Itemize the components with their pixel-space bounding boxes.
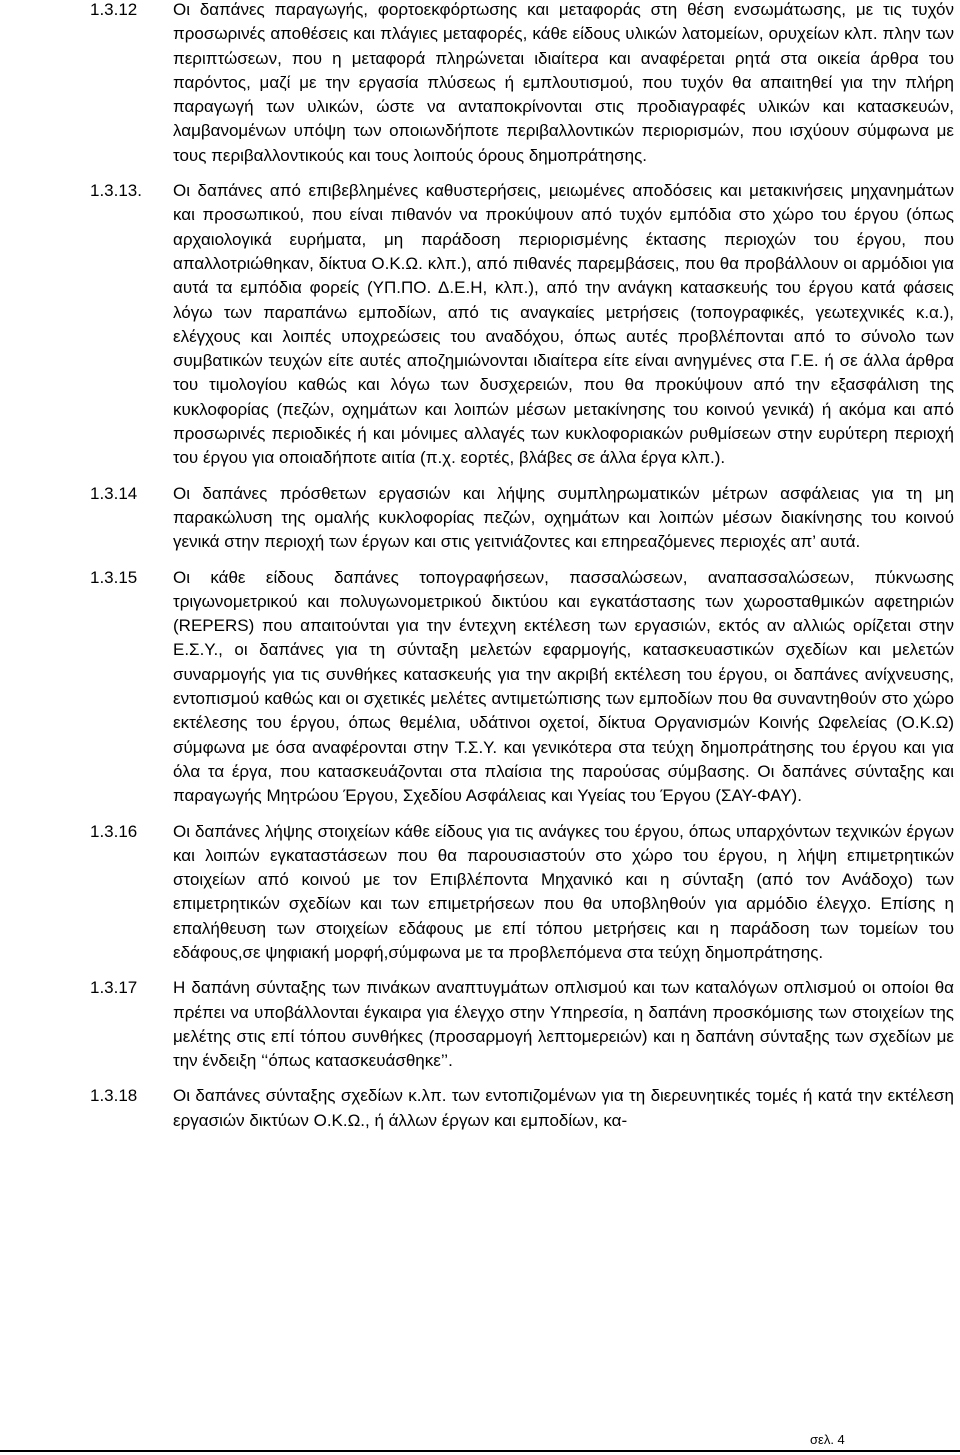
section-1-3-16 <box>0 820 960 966</box>
section-number: 1.3.16 <box>90 821 138 841</box>
section-number: 1.3.12 <box>90 0 138 19</box>
section-1-3-18 <box>0 1084 960 1133</box>
section-1-3-17 <box>0 976 960 1073</box>
page-number: σελ. 4 <box>810 1432 845 1447</box>
section-text: Η δαπάνη σύνταξης των πινάκων αναπτυγμάτων οπλισμού και των καταλόγων οπλισμού οι οποίοι θα πρέπει να υποβάλλονται έγκαιρα για έλεγχο στην Υπηρεσία, η δαπάνη προσκόμισης των στοιχείων της μελέτης στις επί τόπου συνθήκες (προσαρμογή λεπτομερειών) και η δαπάνη σύνταξης των σχεδίων με την ένδειξη ‘‘όπως κατασκευάσθηκε’’. <box>173 978 954 1071</box>
section-number: 1.3.18 <box>90 1086 138 1106</box>
section-text: Οι δαπάνες πρόσθετων εργασιών και λήψης συμπληρωματικών μέτρων ασφάλειας για τη μη παρακώλυση της ομαλής κυκλοφορίας πεζών, οχημάτων και λοιπών μέσων διακίνησης του κοινού γενικά στην περιοχή των έργων και στις γειτνιάζοντες και επηρεαζόμενες περιοχές απ’ αυτά. <box>173 483 954 552</box>
section-1-3-15 <box>0 566 960 809</box>
section-number: 1.3.13. <box>90 181 142 201</box>
section-1-3-14 <box>0 482 960 555</box>
section-text: Οι δαπάνες από επιβεβλημένες καθυστερήσεις, μειωμένες αποδόσεις και μετακινήσεις μηχανημάτων και προσωπικού, που είναι πιθανόν να προκύψουν από τυχόν εμπόδια στο χώρο του έργου (όπως αρχαιολογικά ευρήματα, μη παράδοση περιορισμένης έκτασης περιοχών του έργου, που απαλλοτριώθηκαν, δίκτυα Ο.Κ.Ω. κλπ.), από πιθανές παρεμβάσεις, που θα προβάλλουν οι αρμόδιοι για αυτά τα εμπόδια φορείς (ΥΠ.ΠΟ. Δ.Ε.Η, κλπ.), από την ανάγκη κατασκευής του έργου κατά φάσεις λόγω των παραπάνω εμποδίων, από τις αναγκαίες μετρήσεις (τοπογραφικές, γεωτεχνικές κ.α.), ελέγχους και λοιπές υποχρεώσεις του αναδόχου, όπως αυτές προβλέπονται από το σύνολο των συμβατικών τευχών είτε αυτές αποζημιώνονται ιδιαίτερα είτε είναι ανηγμένες στα Γ.Ε. ή σε άλλα άρθρα του τιμολογίου καθώς και λόγω των δυσχερειών, που θα προκύψουν από την εξασφάλιση της κυκλοφορίας (πεζών, οχημάτων και λοιπών μέσων μετακίνησης του κοινού γενικά) ή ακόμα και από προσωρινές περιοδικές ή και μόνιμες αλλαγές των κυκλοφοριακών ρυθμίσεων στην ευρύτερη περιοχή του έργου για οποιαδήποτε αιτία (π.χ. εορτές, βλάβες σε άλλα έργα κλπ.). <box>173 181 954 468</box>
section-text: Οι δαπάνες παραγωγής, φορτοεκφόρτωσης και μεταφοράς στη θέση ενσωμάτωσης, με τις τυχόν προσωρινές αποθέσεις και πλάγιες μεταφορές, κάθε είδους υλικών λατομείων, ορυχείων κλπ. πλην των περιπτώσεων, που η μεταφορά πληρώνεται ιδιαίτερα και αναφέρεται ρητά στα οικεία άρθρα του παρόντος, μαζί με την εργασία πλύσεως ή εμπλουτισμού, που τυχόν θα απαιτηθεί για την πλήρη παραγωγή των υλικών, ώστε να ανταποκρίνονται στις προδιαγραφές υλικών και κατασκευών, λαμβανομένων υπόψη των οποιωνδήποτε περιβαλλοντικών περιορισμών, που ισχύουν σύμφωνα με τους περιβαλλοντικούς και τους λοιπούς όρους δημοπράτησης. <box>173 0 954 165</box>
section-text: Οι δαπάνες λήψης στοιχείων κάθε είδους για τις ανάγκες του έργου, όπως υπαρχόντων τεχνικών έργων και λοιπών εγκαταστάσεων που θα παρουσιαστούν στο χώρο του έργου, η λήψη επιμετρητικών στοιχείων από κοινού με τον Επιβλέποντα Μηχανικό και η σύνταξη (από τον Ανάδοχο) των επιμετρητικών σχεδίων και των επιμετρήσεων που θα υποβληθούν για αρμόδιο έλεγχο. Επίσης η επαλήθευση των στοιχείων εδάφους με επί τόπου μετρήσεις και η παράδοση των τομείων του εδάφους,σε ψηφιακή μορφή,σύμφωνα με τα προβλεπόμενα στα τεύχη δημοπράτησης. <box>173 821 954 962</box>
section-text: Οι δαπάνες σύνταξης σχεδίων κ.λπ. των εντοπιζομένων για τη διερευνητικές τομές ή κατά την εκτέλεση εργασιών δικτύων Ο.Κ.Ω., ή άλλων έργων και εμποδίων, κα- <box>173 1086 954 1130</box>
section-number: 1.3.14 <box>90 483 138 503</box>
section-number: 1.3.17 <box>90 978 138 998</box>
section-1-3-13 <box>0 179 960 471</box>
section-1-3-12 <box>0 0 960 168</box>
section-number: 1.3.15 <box>90 567 138 587</box>
footer-rule <box>0 1450 960 1452</box>
section-text: Οι κάθε είδους δαπάνες τοπογραφήσεων, πασσαλώσεων, αναπασσαλώσεων, πύκνωσης τριγωνομετρικού και πολυγωνομετρικού δικτύου και εγκατάστασης των χωροσταθμικών αφετηριών (REPERS) που απαιτούνται για την έντεχνη εκτέλεση των εργασιών, εκτός αν αλλιώς ορίζεται στην Ε.Σ.Υ., οι δαπάνες για τη σύνταξη μελετών εφαρμογής, κατασκευαστικών σχεδίων και μελετών συναρμογής για τις συνθήκες κατασκευής για την ακριβή εκτέλεση του έργου, οι δαπάνες ανίχνευσης, εντοπισμού καθώς και οι σχετικές μελέτες αντιμετώπισης των εμποδίων που θα συναντηθούν στο χώρο εκτέλεσης του έργου, όπως θεμέλια, υδάτινοι οχετοί, δίκτυα Οργανισμών Κοινής Ωφελείας (Ο.Κ.Ω) σύμφωνα με όσα αναφέρονται στην Τ.Σ.Υ. και γενικότερα στα τεύχη δημοπράτησης του έργου και για όλα τα έργα, που κατασκευάζονται στα πλαίσια της παρούσας σύμβασης. Οι δαπάνες σύνταξης και παραγωγής Μητρώου Έργου, Σχεδίου Ασφάλειας και Υγείας του Έργου (ΣΑΥ-ΦΑΥ). <box>173 567 954 806</box>
